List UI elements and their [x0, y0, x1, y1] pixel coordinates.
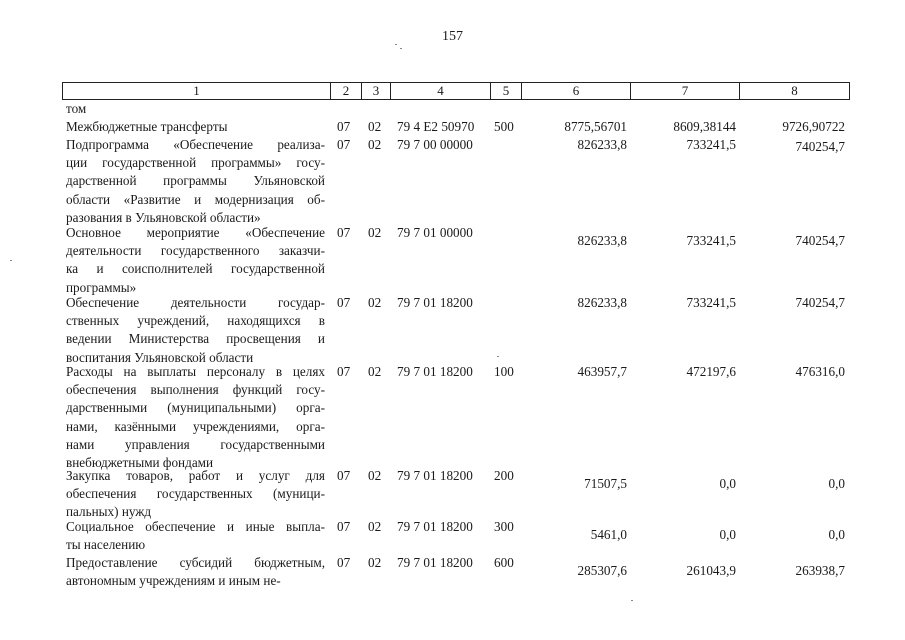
scan-speck	[497, 356, 499, 357]
description-line: нами, казёнными учреждениями, орга-	[66, 418, 325, 434]
target-article-code: 79 7 01 00000	[397, 225, 473, 240]
description-line: Подпрограмма «Обеспечение реализа-	[66, 137, 325, 152]
page-number: 157	[442, 29, 463, 44]
header-col-6: 6	[521, 82, 631, 100]
scan-speck	[395, 44, 397, 45]
target-article-code: 79 7 01 18200	[397, 364, 473, 379]
section-code: 07	[337, 137, 351, 152]
section-code: 07	[337, 364, 351, 379]
amount-col-6: 826233,8	[577, 137, 627, 152]
expense-type-code: 100	[494, 364, 514, 379]
row-description	[66, 100, 325, 118]
subsection-code: 02	[368, 519, 382, 534]
description-line: ции государственной программы» госу-	[66, 155, 325, 171]
description-line: ка и соисполнителей государственной	[66, 261, 325, 277]
amount-col-8: 0,0	[828, 476, 845, 491]
description-line: воспитания Ульяновской области	[66, 349, 254, 365]
description-line: Расходы на выплаты персоналу в целях	[66, 364, 325, 379]
header-col-3: 3	[361, 82, 391, 100]
amount-col-8: 9726,90722	[782, 119, 845, 134]
description-line: автономным учреждениям и иным не-	[66, 573, 281, 589]
expense-type-code: 300	[494, 519, 514, 534]
header-col-8: 8	[739, 82, 850, 100]
subsection-code: 02	[368, 555, 382, 570]
section-code: 07	[337, 519, 351, 534]
section-code: 07	[337, 225, 351, 240]
row-description	[66, 554, 325, 590]
amount-col-6: 5461,0	[590, 527, 627, 542]
amount-col-7: 733241,5	[686, 137, 736, 152]
subsection-code: 02	[368, 364, 382, 379]
section-code: 07	[337, 295, 351, 310]
description-line: пальных) нужд	[66, 504, 152, 520]
description-line: деятельности государственного заказчи-	[66, 243, 325, 259]
description-line: Межбюджетные трансферты	[66, 119, 228, 134]
description-line: обеспечения выполнения функций госу-	[66, 382, 325, 398]
header-col-1: 1	[62, 82, 331, 100]
description-line: том	[66, 101, 87, 116]
section-code: 07	[337, 119, 351, 134]
description-line: Предоставление субсидий бюджетным,	[66, 555, 325, 570]
amount-col-7: 733241,5	[686, 233, 736, 248]
amount-col-7: 0,0	[719, 476, 736, 491]
target-article-code: 79 7 01 18200	[397, 295, 473, 310]
amount-col-8: 740254,7	[795, 295, 845, 310]
amount-col-7: 0,0	[719, 527, 736, 542]
scan-speck	[10, 260, 12, 261]
amount-col-7: 8609,38144	[673, 119, 736, 134]
subsection-code: 02	[368, 225, 382, 240]
expense-type-code: 500	[494, 119, 514, 134]
target-article-code: 79 4 E2 50970	[397, 119, 475, 134]
target-article-code: 79 7 01 18200	[397, 519, 473, 534]
description-line: дарственными (муниципальными) орга-	[66, 400, 325, 416]
description-line: Социальное обеспечение и иные выпла-	[66, 519, 325, 534]
amount-col-6: 463957,7	[577, 364, 627, 379]
row-description	[66, 294, 325, 367]
description-line: Обеспечение деятельности государ-	[66, 295, 325, 310]
amount-col-8: 0,0	[828, 527, 845, 542]
amount-col-6: 8775,56701	[564, 119, 627, 134]
description-line: области «Развитие и модернизация об-	[66, 191, 325, 207]
description-line: внебюджетными фондами	[66, 455, 214, 471]
header-col-2: 2	[330, 82, 362, 100]
amount-col-7: 733241,5	[686, 295, 736, 310]
row-description	[66, 518, 325, 554]
subsection-code: 02	[368, 119, 382, 134]
target-article-code: 79 7 01 18200	[397, 468, 473, 483]
row-description	[66, 118, 325, 136]
subsection-code: 02	[368, 295, 382, 310]
description-line: Закупка товаров, работ и услуг для	[66, 468, 325, 483]
description-line: ведении Министерства просвещения и	[66, 331, 325, 347]
description-line: разования в Ульяновской области»	[66, 209, 261, 225]
row-description	[66, 136, 325, 227]
description-line: ственных учреждений, находящихся в	[66, 313, 325, 329]
description-line: программы»	[66, 279, 137, 295]
amount-col-6: 826233,8	[577, 295, 627, 310]
header-col-7: 7	[630, 82, 740, 100]
description-line: Основное мероприятие «Обеспечение	[66, 225, 325, 240]
description-line: обеспечения государственных (муници-	[66, 486, 325, 502]
description-line: ты населению	[66, 537, 146, 553]
header-col-5: 5	[490, 82, 522, 100]
expense-type-code: 600	[494, 555, 514, 570]
header-col-4: 4	[390, 82, 491, 100]
amount-col-8: 476316,0	[795, 364, 845, 379]
description-line: дарственной программы Ульяновской	[66, 173, 325, 189]
section-code: 07	[337, 555, 351, 570]
row-description	[66, 224, 325, 297]
row-description	[66, 363, 325, 472]
section-code: 07	[337, 468, 351, 483]
amount-col-6: 826233,8	[577, 233, 627, 248]
subsection-code: 02	[368, 468, 382, 483]
amount-col-6: 71507,5	[584, 476, 627, 491]
amount-col-6: 285307,6	[577, 563, 627, 578]
scan-speck	[400, 48, 402, 49]
expense-type-code: 200	[494, 468, 514, 483]
target-article-code: 79 7 00 00000	[397, 137, 473, 152]
subsection-code: 02	[368, 137, 382, 152]
row-description	[66, 467, 325, 522]
target-article-code: 79 7 01 18200	[397, 555, 473, 570]
amount-col-8: 740254,7	[795, 139, 845, 154]
description-line: нами управления государственными	[66, 436, 325, 452]
scan-speck	[631, 600, 633, 601]
amount-col-7: 261043,9	[686, 563, 736, 578]
amount-col-8: 740254,7	[795, 233, 845, 248]
amount-col-7: 472197,6	[686, 364, 736, 379]
amount-col-8: 263938,7	[795, 563, 845, 578]
